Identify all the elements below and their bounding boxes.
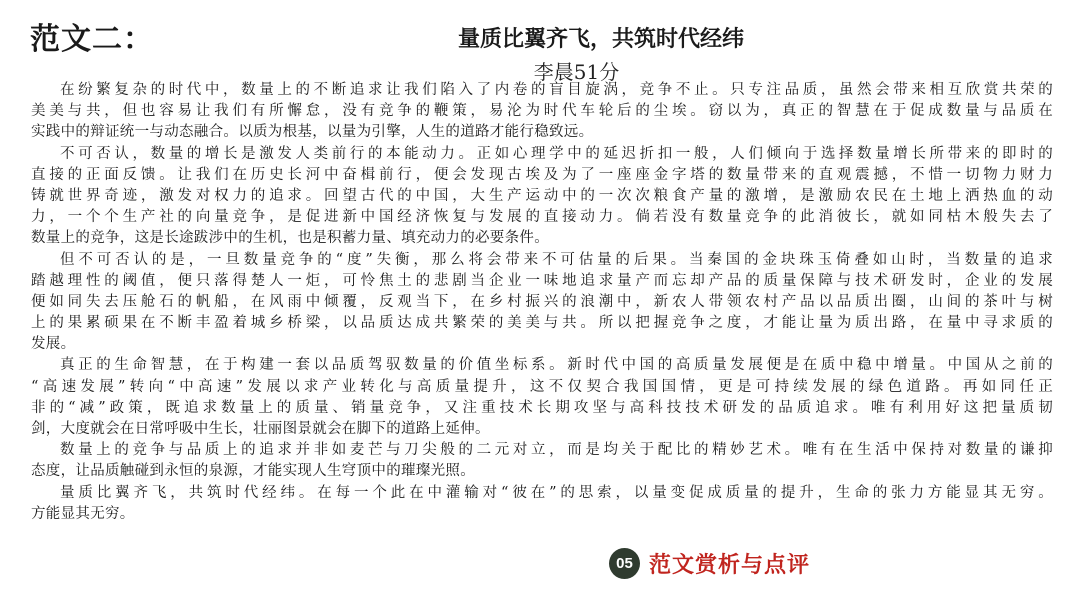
essay-body — [31, 80, 1053, 525]
essay-line: 数量上的竞争与品质上的追求并非如麦芒与刀尖般的二元对立，而是均关于配比的精妙艺术。唯有在生活中保持对数量的谦抑 — [60, 442, 1053, 459]
essay-line: 力，一个个生产社的向量竞争，是促进新中国经济恢复与发展的直接动力。倘若没有数量竞争的此消彼长，就如同枯木般失去了 — [31, 209, 1053, 226]
section-label: 范文二： — [30, 22, 154, 57]
essay-line: 但不可否认的是，一旦数量竞争的“度”失衡，那么将会带来不可估量的后果。当秦国的金块珠玉倚叠如山时，当数量的追求 — [60, 251, 1053, 268]
essay-line: 剑，大度就会在日常呼吸中生长，壮丽图景就会在脚下的道路上延伸。 — [31, 421, 490, 437]
essay-line: 不可否认，数量的增长是激发人类前行的本能动力。正如心理学中的延迟折扣一般，人们倾向于选择数量增长所带来的即时的 — [60, 145, 1053, 162]
essay-line: 实践中的辩证统一与动态融合。以质为根基，以量为引擎，人生的道路才能行稳致远。 — [31, 124, 594, 141]
section-number-badge: 05 — [609, 548, 640, 579]
essay-line: 量质比翼齐飞，共筑时代经纬。在每一个此在中灌输对“彼在”的思索，以量变促成质量的提升，生命的张力方能显其无穷。 — [60, 484, 1053, 501]
essay-line: 踏越理性的阈值，便只落得楚人一炬，可怜焦土的悲剧当企业一味地追求量产而忘却产品的质量保障与技术研发时，企业的发展 — [31, 272, 1053, 289]
section-heading: 范文赏析与点评 — [649, 552, 811, 577]
essay-line: 非的“减”政策，既追求数量上的质量、销量竞争，又注重技术长期攻坚与高科技技术研发的品质追求。唯有利用好这把量质韧 — [31, 399, 1053, 416]
essay-line: 真正的生命智慧，在于构建一套以品质驾驭数量的价值坐标系。新时代中国的高质量发展便是在质中稳中增量。中国从之前的 — [60, 357, 1053, 374]
author-score: 李晨51分 — [533, 60, 620, 84]
essay-line: 美美与共，但也容易让我们有所懈怠，没有竞争的鞭策，易沦为时代车轮后的尘埃。窃以为，真正的智慧在于促成数量与品质在 — [31, 103, 1053, 120]
essay-line: 方能显其无穷。 — [31, 505, 135, 522]
footer-section-badge — [609, 548, 810, 579]
essay-line: 在纷繁复杂的时代中，数量上的不断追求让我们陷入了内卷的盲目旋涡，竞争不止。只专注品质，虽然会带来相互欣赏共荣的 — [60, 82, 1053, 98]
essay-line: 直接的正面反馈。让我们在历史长河中奋楫前行，便会发现古埃及为了一座座金字塔的数量带来的直观震撼，不惜一切物力财力 — [31, 166, 1053, 183]
essay-line: 上的果累硕果在不断丰盈着城乡桥梁，以品质达成共繁荣的美美与共。所以把握竞争之度，才能让量为质出路，在量中寻求质的 — [31, 315, 1053, 332]
essay-line: 铸就世界奇迹，激发对权力的追求。回望古代的中国，大生产运动中的一次次粮食产量的激增，是激励农民在土地上洒热血的动 — [31, 187, 1053, 204]
essay-line: 便如同失去压舱石的帆船，在风雨中倾覆，反观当下，在乡村振兴的浪潮中，新农人带领农村产品以品质出圈，山间的茶叶与树 — [31, 293, 1053, 310]
essay-line: 态度，让品质触碰到永恒的泉源，才能实现人生穹顶中的璀璨光照。 — [31, 463, 475, 480]
essay-title: 量质比翼齐飞，共筑时代经纬 — [458, 26, 745, 52]
essay-line: 发展。 — [31, 336, 76, 353]
essay-line: 数量上的竞争，这是长途跋涉中的生机，也是积蓄力量、填充动力的必要条件。 — [31, 230, 549, 247]
essay-line: “高速发展”转向“中高速”发展以求产业转化与高质量提升，这不仅契合我国国情，更是可持续发展的绿色道路。再如同任正 — [31, 378, 1053, 395]
